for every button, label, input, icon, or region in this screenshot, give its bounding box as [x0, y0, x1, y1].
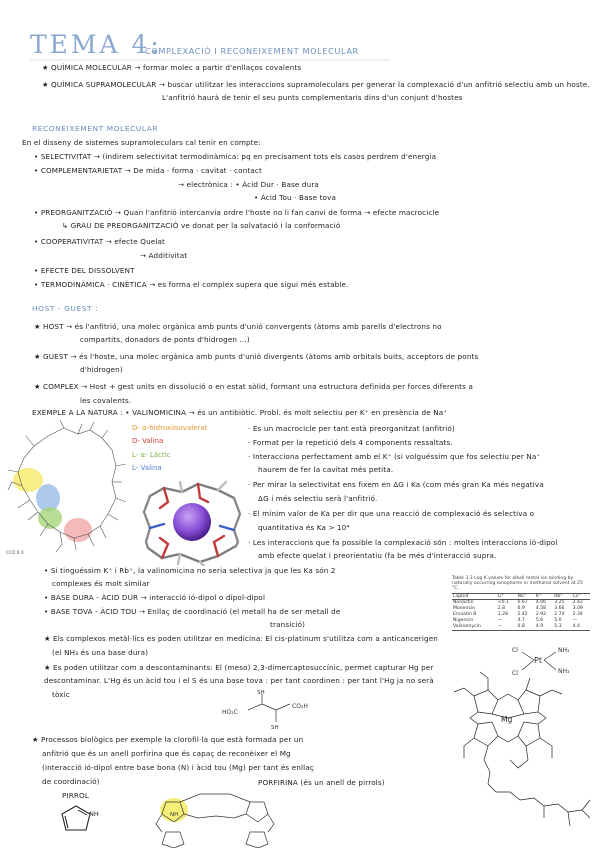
- nature-point: · Per mirar la selectivitat ens fixem en ΔG i Ka (com més gran Ka més negativa: [248, 480, 544, 489]
- nature-point: amb efecte quelat i preorientatiu (fa be més d'interacció supra.: [258, 551, 497, 560]
- section3-line: • BASE DURA - ÀCID DUR → interacció ió-dipol o dipol-dipol: [44, 593, 266, 602]
- nature-lead: EXEMPLE A LA NATURA : • VALINOMICINA → és un antibiòtic. Probl. és molt selectiu per K⁺ en presència de Na⁺: [32, 408, 448, 417]
- section1-line: • COMPLEMENTARIETAT → De mida · forma · cavitat · contact: [34, 166, 263, 175]
- section1-line: • EFECTE DEL DISSOLVENT: [34, 266, 135, 275]
- section4-line: anfitrió que és un anell porfirina que és capaç de reconèixer el Mg: [42, 749, 291, 758]
- section1-line: • PREORGANITZACIÓ → Quan l'anfitrió intercanvia ordre l'hoste no li fan canvi de forma → efecte macrocicle: [34, 208, 440, 217]
- table-cell: 3.66: [554, 605, 565, 611]
- dmsa-hooc: HO₂C: [222, 709, 238, 716]
- table-cell: Nigericin: [453, 617, 474, 623]
- table-header: Li⁺: [497, 593, 517, 599]
- valinomycin-k-complex-3d: [138, 478, 246, 566]
- cisplatin-cl: Cl: [512, 670, 518, 677]
- section2-line: ★ HOST → és l'anfitrió, una molec orgànica amb punts d'unió convergents (àtoms amb parells d'electrons no: [34, 322, 442, 331]
- nature-point: · Interacciona perfectament amb el K⁺ (si volguéssim que fos selectiu per Na⁺: [248, 452, 541, 461]
- section2-line: compartits, donadors de ponts d'hidrogen ...): [80, 335, 250, 344]
- page-subtitle: COMPLEXACIÓ I RECONEIXEMENT MOLECULAR: [145, 46, 359, 56]
- cisplatin-nh3: NH₃: [558, 647, 570, 654]
- porfirina-label: PORFIRINA (és un anell de pirrols): [258, 778, 385, 787]
- intro-line: ★ QUÍMICA SUPRAMOLECULAR → buscar utilitzar les interaccions supramoleculars per generar la complexació d'un anfitrió selectiu amb un hoste.: [42, 80, 590, 89]
- section1-line: • TERMODINÀMICA · CINÈTICA → es forma el complex supera que sigui més estable.: [34, 280, 349, 289]
- table-header: Rb⁺: [553, 593, 571, 599]
- table-cell: 3.25: [554, 599, 565, 605]
- table-cell: Valinomycin: [452, 624, 497, 631]
- table-cell: 4.9: [535, 624, 553, 631]
- section1-line: • SELECTIVITAT → (indirem selectivitat termodinàmica: pq en precisament tots els casos perdrem d'energia: [34, 152, 437, 161]
- valinomycin-structure: [4, 420, 134, 558]
- table-cell: 4.58: [535, 605, 547, 611]
- chlorophyll-structure: [440, 660, 598, 848]
- table-cell: 3.09: [572, 605, 583, 611]
- section4-line: de coordinació): [42, 777, 100, 786]
- cisplatin-nh3: NH₃: [558, 668, 570, 675]
- dmsa-cooh: CO₂H: [292, 703, 308, 710]
- pyrrole-nh: NH: [89, 810, 99, 818]
- intro-line: L'anfitrió haurà de tenir el seu punts complementaris dins d'un conjunt d'hostes: [162, 93, 463, 102]
- table-cell: 5.6: [535, 617, 544, 623]
- table-cell: 4.4: [572, 624, 590, 631]
- structure-credit: CC0 0 0: [6, 551, 24, 556]
- nature-point: · El mínim valor de Ka per dir que una reacció de complexació és selectiva o: [248, 509, 535, 518]
- section2-line: d'hidrogen): [80, 365, 123, 374]
- table-cell: 2.8: [497, 605, 506, 611]
- section1-line: • COOPERATIVITAT → efecte Quelat: [34, 237, 166, 246]
- porphyrin-structure: [150, 788, 290, 848]
- table-cell: —: [497, 617, 503, 623]
- legend-d-valina: D- Valina: [132, 437, 164, 445]
- section1-line: ↳ GRAU DE PREORGANITZACIÓ ve donat per la solvatació i la conformació: [62, 221, 341, 230]
- legend-l-lactic: L- α- Làctic: [132, 451, 171, 459]
- cisplatin-cl: Cl: [512, 647, 518, 654]
- pyrrole-structure: [56, 800, 106, 842]
- table-cell: 2.42: [517, 611, 528, 617]
- section2-line: ★ COMPLEX → Host + gest units en dissolució o en estat sòlid, formant una estructura definida per forces diferents a: [34, 382, 474, 391]
- legend-hidroxiisovalerat: D- α-hidroxiisovalerat: [132, 424, 208, 432]
- section3-line: complexes és molt similar: [52, 579, 150, 588]
- section3-line: ★ Es poden utilitzar com a descontaminants: El (meso) 2,3-dimercaptosuccínic, permet capturar Hg per: [44, 663, 434, 672]
- table-cell: 2.42: [572, 599, 583, 605]
- section3-line: ★ Els complexos metàl·lics es poden utilitzar en medicina: El cis-platinum s'utilitza com a anticancerigen: [44, 634, 438, 643]
- dmsa-sh: SH: [257, 690, 265, 696]
- table-cell: 2.74: [554, 611, 565, 617]
- table-cell: Monensin: [453, 605, 476, 611]
- nature-point: haurem de fer la cavitat més petita.: [258, 465, 394, 474]
- cisplatin-pt: Pt: [534, 656, 542, 665]
- nature-point: · Format per la repetició dels 4 components ressaltats.: [248, 438, 453, 447]
- nature-point: ΔG i més selectiu serà l'anfitrió.: [258, 494, 378, 503]
- nature-point: · Es un macrocicle per tant està preorganitzat (anfitrió): [248, 424, 455, 433]
- section-heading-reconeixement: RECONEIXEMENT MOLECULAR: [32, 124, 159, 133]
- chlorophyll-mg: Mg: [501, 715, 513, 724]
- section2-line: les covalents.: [80, 396, 132, 405]
- table-cell: 6.9: [517, 605, 525, 611]
- table-cell: <0.1: [497, 599, 509, 605]
- nature-point: quantitativa és Ka > 10⁴: [258, 523, 350, 532]
- table-caption: Table 3.3 Log K values for alkali metal ion binding by naturally occurring ionophores in methanol solvent at 25 °C.: [452, 576, 583, 592]
- table-cell: —: [497, 624, 517, 631]
- porphyrin-nh: NH: [170, 812, 179, 818]
- title-underline: [30, 58, 390, 62]
- dmsa-structure: [222, 690, 332, 732]
- table-cell: 2.34: [572, 611, 583, 617]
- section-heading-host-guest: HOST - GUEST :: [32, 304, 99, 313]
- legend-l-valina: L- Valina: [132, 464, 162, 472]
- table-header: Cs⁺: [572, 593, 590, 599]
- section1-line: → electrònica : • Àcid Dur · Base dura: [178, 180, 319, 189]
- table-row: [452, 624, 590, 631]
- section4-line: (interacció ió-dipol entre base bona (N) i àcid tou (Mg) per tant és enllaç: [42, 763, 314, 772]
- section1-line: → Additivitat: [140, 251, 188, 260]
- table-cell: 2.92: [535, 611, 547, 617]
- table-header: Na⁺: [516, 593, 534, 599]
- table-header: K⁺: [535, 593, 553, 599]
- section3-line: transició): [270, 620, 306, 629]
- nature-point: · Les interaccions que fa possible la complexació són : moltes interaccions ió-dipol: [248, 538, 558, 547]
- table-cell: Nonactin: [453, 599, 474, 605]
- section3-line: • BASE TOVA - ÀCID TOU → Enllaç de coordinació (el metall ha de ser metall de: [44, 607, 341, 616]
- page-title: TEMA 4:: [30, 30, 162, 59]
- table-cell: 0.67: [517, 599, 528, 605]
- table-cell: 5.3: [553, 624, 571, 631]
- table-cell: Enniatin B: [453, 611, 477, 617]
- table-cell: —: [572, 617, 578, 623]
- section3-line: tòxic: [52, 690, 70, 699]
- section1-line: • Àcid Tou · Base tova: [254, 193, 337, 202]
- table-cell: 4.06: [535, 599, 547, 605]
- pirrol-label: PIRROL: [62, 791, 90, 800]
- table-cell: 4.7: [517, 617, 525, 623]
- section3-line: descontaminar. L'Hg és un àcid tou i el S és una base tova : per tant coordinen : per tant l'Hg ja no serà: [44, 676, 434, 685]
- section3-line: • Si tinguéssim K⁺ i Rb⁺, la valinomicina no seria selectiva ja que les Ka són 2: [44, 566, 336, 575]
- section2-line: ★ GUEST → és l'hoste, una molec orgànica amb punts d'unió divergents (àtoms amb orbitals buits, acceptors de ponts: [34, 352, 479, 361]
- table-cell: 0.8: [516, 624, 534, 631]
- table-cell: 1.28: [497, 611, 508, 617]
- log-k-table: [452, 576, 590, 638]
- table-cell: 5.0: [554, 617, 562, 623]
- table-header: Ligand: [452, 593, 497, 599]
- dmsa-sh: SH: [271, 725, 279, 731]
- section1-line: En el disseny de sistemes supramoleculars cal tenir en compte:: [22, 138, 261, 147]
- section4-line: ★ Processos biològics per exemple la clorofil·la que està formada per un: [32, 735, 304, 744]
- section3-line: (el NH₃ és una base dura): [52, 648, 149, 657]
- intro-line: ★ QUÍMICA MOLECULAR → formar molec a partir d'enllaços covalents: [42, 63, 302, 72]
